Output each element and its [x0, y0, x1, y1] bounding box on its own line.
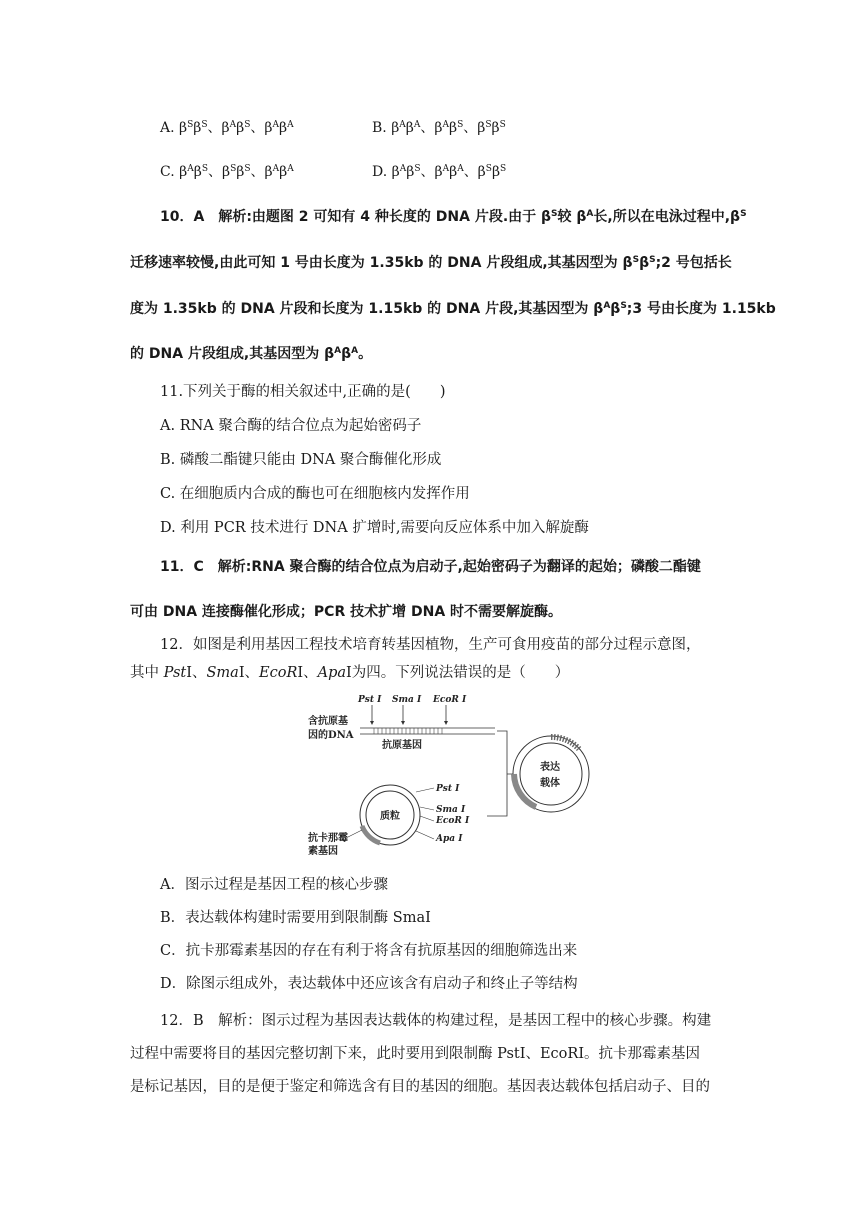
- q9-option-d: [372, 163, 506, 181]
- opt-text: 、β: [463, 120, 486, 136]
- sup: S: [485, 120, 492, 130]
- question-11-option-d: D. 利用 PCR 技术进行 DNA 扩增时,需要向反应体系中加入解旋酶: [160, 520, 589, 536]
- opt-text: 、β: [250, 120, 273, 136]
- answer-10-line-2: [130, 254, 732, 272]
- opt-text: β: [236, 120, 245, 136]
- eco-plasmid-label: EcoR Ⅰ: [436, 816, 470, 826]
- plasmid-label: 质粒: [380, 811, 400, 822]
- sup: A: [413, 120, 421, 130]
- question-11-option-b: B. 磷酸二酯键只能由 DNA 聚合酶催化形成: [160, 452, 442, 468]
- enzyme-name: EcoR: [259, 665, 298, 681]
- opt-text: D. β: [372, 164, 400, 180]
- opt-text: β: [405, 120, 414, 136]
- question-12-option-b: B．表达载体构建时需要用到限制酶 SmaⅠ: [160, 910, 431, 926]
- text: 10．A 解析:由题图 2 可知有 4 种长度的 DNA 片段.由于 β: [160, 209, 552, 225]
- sup: S: [620, 301, 627, 311]
- opt-text: β: [193, 164, 202, 180]
- sup: A: [603, 301, 611, 311]
- sup: S: [187, 120, 194, 130]
- text: 长,所以在电泳过程中,β: [593, 209, 741, 225]
- sup: S: [649, 255, 656, 265]
- opt-text: C. β: [160, 164, 188, 180]
- sup: A: [334, 346, 342, 356]
- opt-text: 、β: [420, 120, 443, 136]
- q9-option-b: [372, 119, 506, 137]
- sup: S: [485, 164, 492, 174]
- sma-p-leader: [420, 807, 434, 810]
- sup: A: [442, 164, 450, 174]
- text: ;3 号由长度为 1.15kb: [626, 301, 776, 317]
- text: β: [610, 301, 621, 317]
- answer-10-line-1: [160, 208, 747, 226]
- dna-label-2: 因的DNA: [308, 730, 354, 741]
- sup: S: [632, 255, 640, 265]
- sma-top-label: Sma Ⅰ: [392, 695, 422, 705]
- expression-vector-label-1: 表达: [540, 762, 560, 773]
- opt-text: β: [491, 164, 501, 180]
- dna-label-1: 含抗原基: [308, 716, 348, 727]
- sup: A: [287, 164, 294, 174]
- text: 度为 1.35kb 的 DNA 片段和长度为 1.15kb 的 DNA 片段,其基因型为 β: [130, 301, 604, 317]
- expression-vector-label-2: 载体: [540, 778, 560, 789]
- apa-p-leader: [416, 831, 434, 839]
- question-12-option-a: A．图示过程是基因工程的核心步骤: [160, 877, 388, 893]
- opt-text: B. β: [372, 120, 400, 136]
- text: Ⅰ、: [297, 665, 318, 681]
- opt-text: 、β: [207, 164, 231, 180]
- question-12-line-2: [130, 664, 569, 682]
- opt-text: β: [279, 120, 288, 136]
- sup: A: [272, 120, 279, 130]
- text: 。: [358, 346, 373, 362]
- answer-11-line-1: 11．C 解析:RNA 聚合酶的结合位点为启动子,起始密码子为翻译的起始；磷酸二酯键: [160, 559, 701, 575]
- apa-plasmid-label: Apa Ⅰ: [436, 834, 463, 844]
- sup: S: [740, 209, 747, 219]
- opt-text: β: [491, 120, 500, 136]
- sup: S: [500, 164, 507, 174]
- opt-text: A. β: [160, 120, 188, 136]
- opt-text: β: [279, 164, 288, 180]
- text: ;2 号包括长: [655, 255, 732, 271]
- sma-plasmid-label: Sma Ⅰ: [436, 805, 466, 815]
- question-12-line-1: 12．如图是利用基因工程技术培育转基因植物，生产可食用疫苗的部分过程示意图，: [160, 637, 701, 653]
- sup: S: [551, 209, 558, 219]
- text: 其中: [130, 665, 164, 681]
- sup: S: [244, 120, 251, 130]
- answer-10-line-3: [130, 300, 776, 318]
- expression-vector-inner: [520, 743, 582, 805]
- kan-leader: [346, 830, 362, 838]
- sup: S: [230, 164, 237, 174]
- sup: A: [457, 164, 464, 174]
- sup: S: [244, 164, 251, 174]
- q9-option-c: [160, 163, 294, 181]
- connector-line: [487, 731, 507, 816]
- text: 的 DNA 片段组成,其基因型为 β: [130, 346, 335, 362]
- question-12-option-d: D．除图示组成外，表达载体中还应该含有启动子和终止子等结构: [160, 976, 578, 992]
- sup: S: [201, 120, 208, 130]
- sup: S: [499, 120, 506, 130]
- enzyme-name: Sma: [206, 665, 239, 681]
- pst-top-label: Pst Ⅰ: [358, 695, 382, 705]
- text: 较 β: [557, 209, 587, 225]
- q9-option-a: [160, 119, 294, 137]
- sup: A: [351, 346, 359, 356]
- kan-label-2: 素基因: [308, 846, 338, 857]
- sup: A: [442, 120, 449, 130]
- eco-arrow-head: [444, 721, 448, 725]
- opt-text: β: [236, 164, 245, 180]
- answer-11-line-2: 可由 DNA 连接酶催化形成；PCR 技术扩增 DNA 时不需要解旋酶。: [130, 604, 563, 620]
- sup: A: [287, 120, 294, 130]
- text: Ⅰ、: [186, 665, 207, 681]
- pst-plasmid-label: Pst Ⅰ: [436, 784, 460, 794]
- vector-construction-diagram: [300, 688, 600, 858]
- opt-text: 、β: [463, 164, 486, 180]
- sup: A: [187, 164, 194, 174]
- sup: S: [414, 164, 421, 174]
- enzyme-name: Apa: [317, 665, 347, 681]
- answer-12-line-2: 过程中需要将目的基因完整切割下来，此时要用到限制酶 PstⅠ、EcoRⅠ。抗卡那霉素基因: [130, 1046, 701, 1062]
- antigen-gene-label: 抗原基因: [382, 740, 422, 751]
- opt-text: 、β: [250, 164, 273, 180]
- question-11-option-a: A. RNA 聚合酶的结合位点为起始密码子: [160, 418, 422, 434]
- eco-top-label: EcoR Ⅰ: [433, 695, 467, 705]
- sup: A: [272, 164, 280, 174]
- sup: A: [399, 164, 407, 174]
- pst-p-leader: [416, 788, 434, 792]
- text: Ⅰ为四。下列说法错误的是（ ）: [346, 665, 570, 681]
- answer-12-line-1: 12．B 解析：图示过程为基因表达载体的构建过程，是基因工程中的核心步骤。构建: [160, 1013, 712, 1029]
- sup: A: [229, 120, 237, 130]
- enzyme-name: Pst: [163, 665, 187, 681]
- text: Ⅰ、: [238, 665, 260, 681]
- eco-p-leader: [420, 816, 434, 821]
- question-11-stem: 11.下列关于酶的相关叙述中,正确的是( ): [160, 384, 446, 400]
- opt-text: β: [448, 120, 458, 136]
- question-11-option-c: C. 在细胞质内合成的酶也可在细胞核内发挥作用: [160, 486, 470, 502]
- sma-arrow-head: [401, 721, 405, 725]
- sup: A: [399, 120, 406, 130]
- opt-text: β: [406, 164, 415, 180]
- kan-label-1: 抗卡那霉: [308, 833, 348, 844]
- antigen-gene-hatching: [374, 728, 442, 734]
- sup: S: [201, 164, 208, 174]
- pst-arrow-head: [370, 721, 374, 725]
- opt-text: β: [449, 164, 458, 180]
- text: β: [341, 346, 352, 362]
- question-12-option-c: C．抗卡那霉素基因的存在有利于将含有抗原基因的细胞筛选出来: [160, 943, 578, 959]
- text: β: [639, 255, 650, 271]
- text: 迁移速率较慢,由此可知 1 号由长度为 1.35kb 的 DNA 片段组成,其基因型为 β: [130, 255, 633, 271]
- answer-10-line-4: [130, 345, 372, 363]
- opt-text: 、β: [420, 164, 443, 180]
- sup: S: [457, 120, 464, 130]
- opt-text: 、β: [207, 120, 230, 136]
- opt-text: β: [193, 120, 202, 136]
- answer-12-line-3: 是标记基因，目的是便于鉴定和筛选含有目的基因的细胞。基因表达载体包括启动子、目的: [130, 1079, 710, 1095]
- sup: A: [586, 209, 594, 219]
